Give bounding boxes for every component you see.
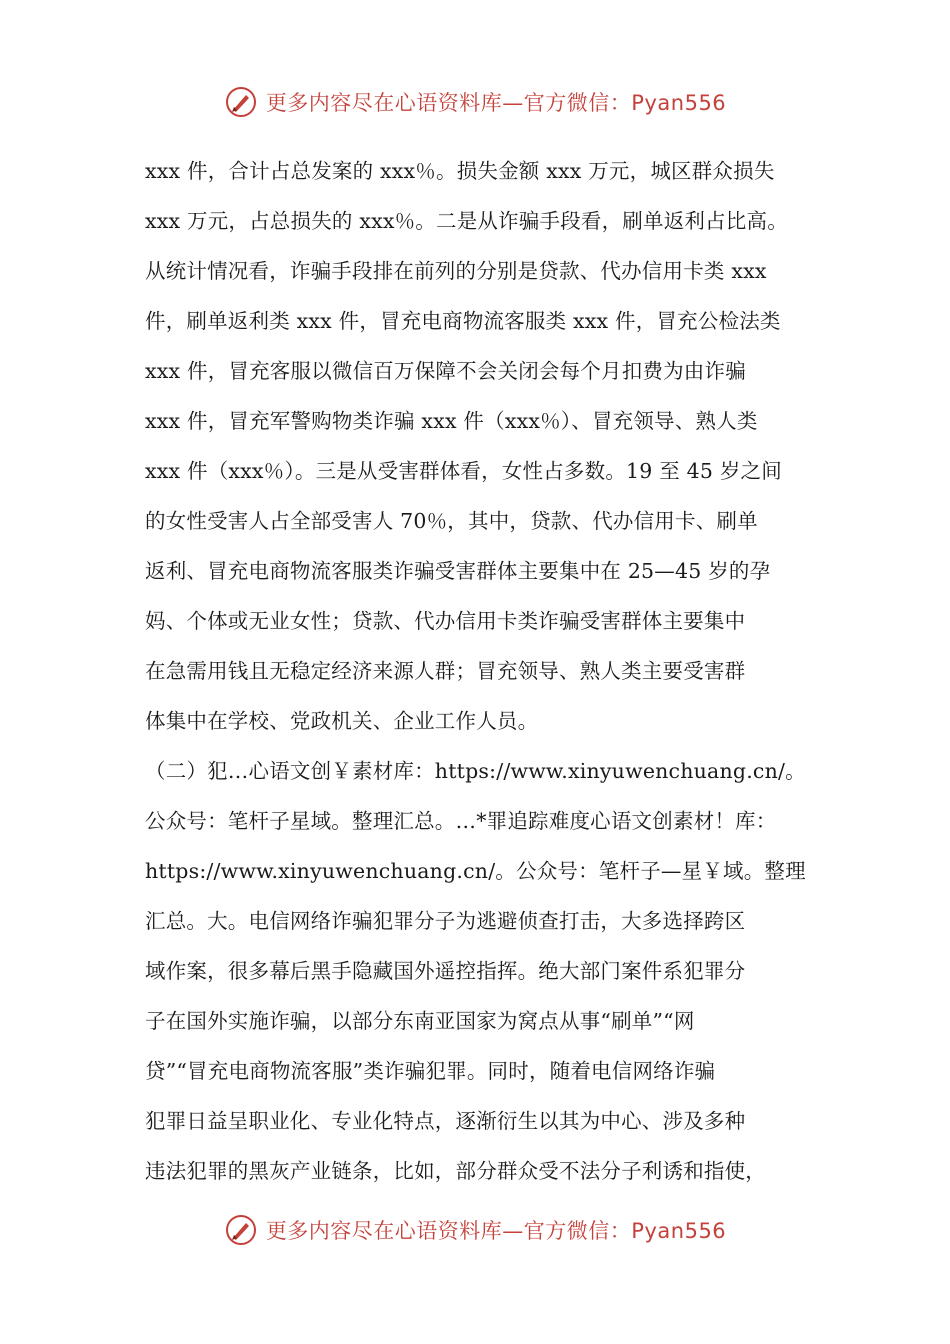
text-line: https://www.xinyuwenchuang.cn/。公众号：笔杆子—星￥域。整理: [145, 859, 806, 883]
text-line: （二）犯…心语文创￥素材库：https://www.xinyuwenchuang.cn/。: [145, 759, 806, 783]
header-banner-text: 更多内容尽在心语资料库—官方微信：Pyan556: [265, 91, 727, 115]
text-line: xxx 件，合计占总发案的 xxx％。损失金额 xxx 万元，城区群众损失: [145, 159, 775, 183]
document-body: [145, 146, 810, 1196]
text-line: 贷”“冒充电商物流客服”类诈骗犯罪。同时，随着电信网络诈骗: [145, 1059, 716, 1083]
text-line: 妈、个体或无业女性；贷款、代办信用卡类诈骗受害群体主要集中: [145, 609, 746, 633]
text-line: 违法犯罪的黑灰产业链条，比如，部分群众受不法分子利诱和指使，: [145, 1159, 766, 1183]
text-line: xxx 万元，占总损失的 xxx％。二是从诈骗手段看，刷单返利占比高。: [145, 209, 788, 233]
text-line: 从统计情况看，诈骗手段排在前列的分别是贷款、代办信用卡类 xxx: [145, 259, 767, 283]
footer-banner: [0, 1210, 950, 1250]
footer-banner-text: 更多内容尽在心语资料库—官方微信：Pyan556: [265, 1219, 727, 1243]
text-line: 在急需用钱且无稳定经济来源人群；冒充领导、熟人类主要受害群: [145, 659, 746, 683]
text-line: 汇总。大。电信网络诈骗犯罪分子为逃避侦查打击，大多选择跨区: [145, 909, 746, 933]
text-line: 子在国外实施诈骗，以部分东南亚国家为窝点从事“刷单”“网: [145, 1009, 695, 1033]
pen-logo-icon: [224, 1213, 258, 1247]
text-line: 返利、冒充电商物流客服类诈骗受害群体主要集中在 25—45 岁的孕: [145, 559, 771, 583]
text-line: 件，刷单返利类 xxx 件，冒充电商物流客服类 xxx 件，冒充公检法类: [145, 309, 781, 333]
text-line: 公众号：笔杆子星域。整理汇总。…*罪追踪难度心语文创素材！库：: [145, 809, 777, 833]
text-line: xxx 件，冒充军警购物类诈骗 xxx 件（xxx％）、冒充领导、熟人类: [145, 409, 758, 433]
header-banner: [0, 82, 950, 122]
pen-logo-icon: [224, 85, 258, 119]
text-line: 域作案，很多幕后黑手隐藏国外遥控指挥。绝大部门案件系犯罪分: [145, 959, 746, 983]
text-line: 犯罪日益呈职业化、专业化特点，逐渐衍生以其为中心、涉及多种: [145, 1109, 746, 1133]
text-line: 体集中在学校、党政机关、企业工作人员。: [145, 709, 539, 733]
text-line: xxx 件，冒充客服以微信百万保障不会关闭会每个月扣费为由诈骗: [145, 359, 746, 383]
text-line: xxx 件（xxx％）。三是从受害群体看，女性占多数。19 至 45 岁之间: [145, 459, 782, 483]
text-line: 的女性受害人占全部受害人 70％，其中，贷款、代办信用卡、刷单: [145, 509, 758, 533]
